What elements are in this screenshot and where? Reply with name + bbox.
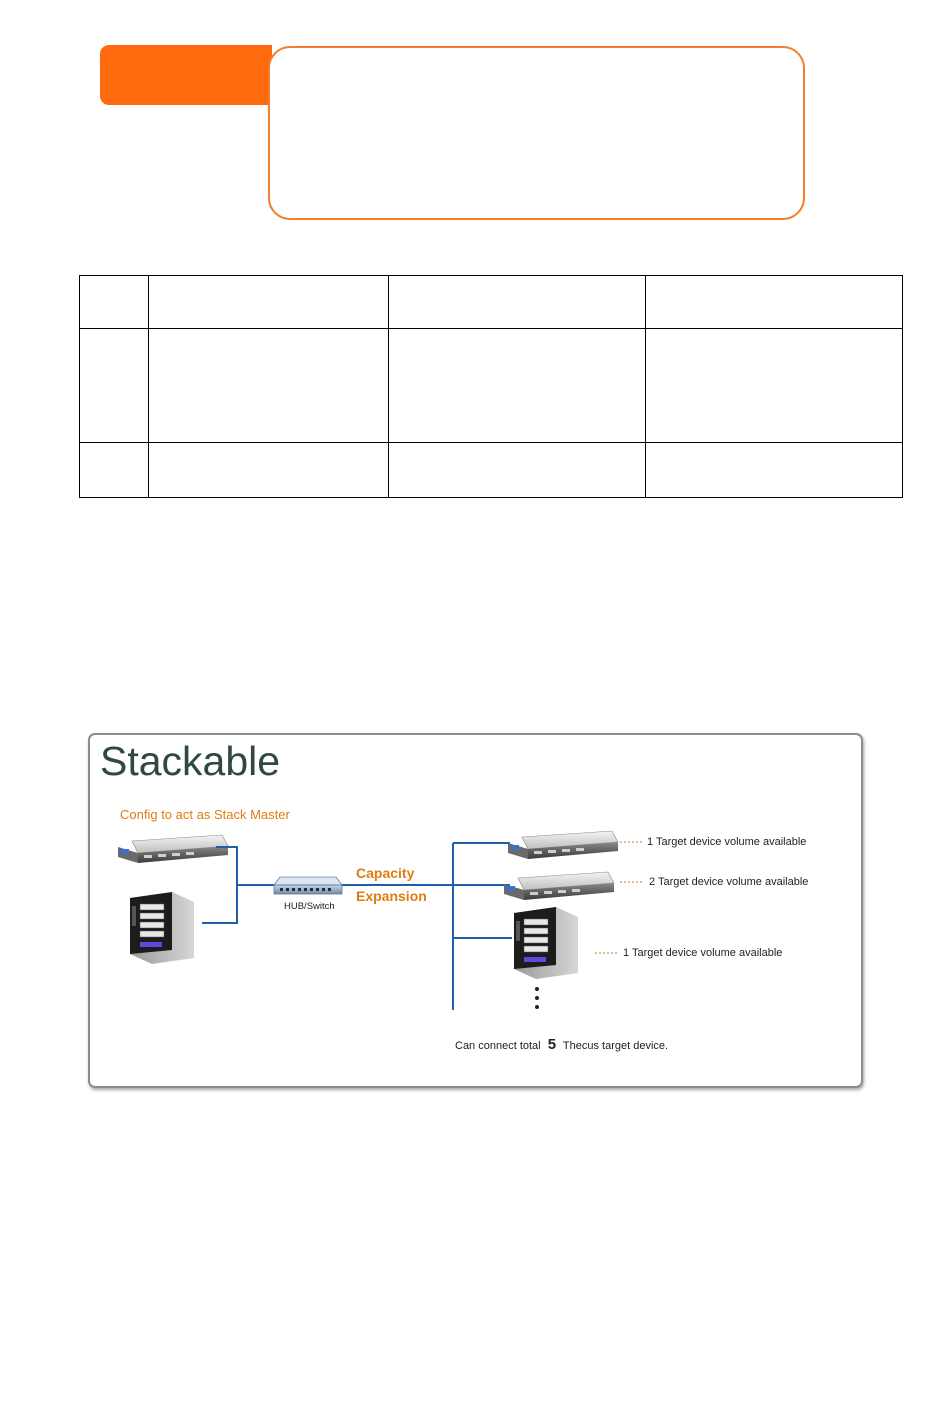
table-cell	[646, 329, 903, 443]
table-cell	[646, 276, 903, 329]
diagram-canvas	[90, 735, 861, 1086]
footer-suffix: Thecus target device.	[562, 1040, 669, 1052]
table-cell	[389, 276, 646, 329]
table-cell	[80, 443, 149, 498]
expansion-label: Expansion	[356, 888, 427, 904]
target3-label: 1 Target device volume available	[623, 947, 783, 959]
table-row	[80, 329, 903, 443]
footer-caption	[455, 1036, 668, 1053]
table-cell	[80, 329, 149, 443]
table-cell	[149, 276, 389, 329]
table-row	[80, 276, 903, 329]
target2-label: 2 Target device volume available	[649, 876, 809, 888]
note-box	[268, 46, 805, 220]
hub-switch-icon	[274, 877, 342, 894]
stackable-diagram	[88, 733, 863, 1088]
table-cell	[149, 443, 389, 498]
table-cell	[389, 329, 646, 443]
table-cell	[389, 443, 646, 498]
footer-count: 5	[547, 1036, 557, 1053]
table-cell	[80, 276, 149, 329]
more-devices-ellipsis-icon	[535, 987, 539, 1009]
target-rack-server-icon	[508, 831, 618, 859]
target-rack-server-icon	[504, 872, 614, 900]
hub-label: HUB/Switch	[284, 901, 335, 912]
target1-label: 1 Target device volume available	[647, 836, 807, 848]
table-cell	[646, 443, 903, 498]
table-cell	[149, 329, 389, 443]
diagram-title: Stackable	[100, 738, 281, 784]
stack-master-label: Config to act as Stack Master	[120, 807, 290, 822]
table-row	[80, 443, 903, 498]
target-tower-nas-icon	[514, 907, 578, 979]
master-rack-server-icon	[118, 835, 228, 863]
dotted-leaders	[595, 842, 644, 953]
master-tower-nas-icon	[130, 892, 194, 964]
master-connection-lines	[202, 847, 276, 923]
spec-table	[79, 275, 903, 498]
note-tab	[100, 45, 272, 105]
capacity-label: Capacity	[356, 865, 415, 881]
footer-prefix: Can connect total	[455, 1040, 541, 1052]
